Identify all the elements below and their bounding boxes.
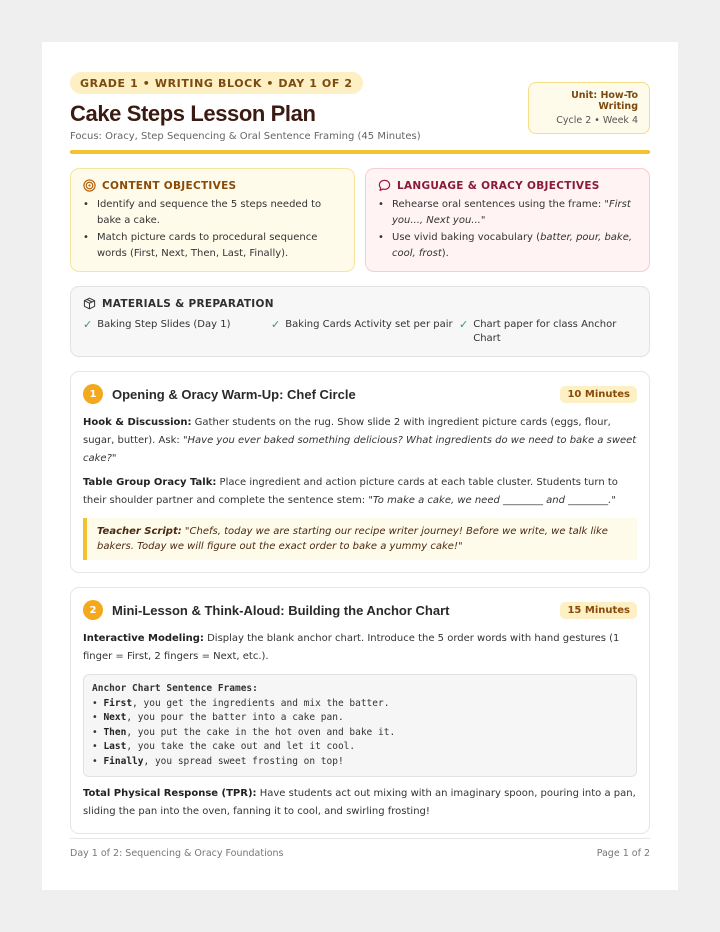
- list-item: • Use vivid baking vocabulary (batter, pour, bake, cool, frost).: [378, 232, 633, 259]
- section-header: [83, 384, 637, 404]
- language-objectives-card: [365, 168, 650, 272]
- header-rule: [70, 150, 650, 154]
- check-icon: ✓: [271, 318, 281, 331]
- unit-box: [528, 82, 650, 134]
- check-icon: ✓: [83, 318, 93, 331]
- section-opening: [70, 371, 650, 573]
- section-title: Opening & Oracy Warm-Up: Chef Circle: [112, 386, 356, 402]
- list-item: • Rehearse oral sentences using the frame: "First you..., Next you...": [378, 199, 631, 226]
- materials-title: MATERIALS & PREPARATION: [102, 297, 274, 310]
- material-item: ✓ Chart paper for class Anchor Chart: [459, 318, 617, 344]
- language-objectives-title: LANGUAGE & ORACY OBJECTIVES: [397, 179, 600, 192]
- modeling-paragraph: Interactive Modeling: Display the blank anchor chart. Introduce the 5 order words with hand gestures (1 finger = First, 2 fingers = Next, etc.).: [83, 633, 620, 662]
- time-badge: 10 Minutes: [560, 386, 637, 403]
- focus-line: Focus: Oracy, Step Sequencing & Oral Sentence Framing (45 Minutes): [70, 131, 421, 142]
- frame-line: • First, you get the ingredients and mix the batter.: [92, 697, 390, 709]
- section-mini-lesson: [70, 587, 650, 834]
- list-item: • Match picture cards to procedural sequence words (First, Next, Then, Last, Finally).: [83, 232, 318, 259]
- footer-left: Day 1 of 2: Sequencing & Oracy Foundations: [70, 848, 284, 859]
- frame-line: • Last, you take the cake out and let it cool.: [92, 741, 356, 752]
- page-title: Cake Steps Lesson Plan: [70, 101, 316, 126]
- frame-line: • Then, you put the cake in the hot oven and bake it.: [92, 726, 396, 738]
- page-number: Page 1 of 2: [596, 848, 650, 859]
- sentence-frames-box: [83, 674, 637, 777]
- sentence-frames-heading: Anchor Chart Sentence Frames:: [92, 683, 258, 694]
- footer: [70, 838, 650, 859]
- section-header: [83, 600, 637, 620]
- materials-list: [83, 318, 637, 346]
- hook-paragraph: Hook & Discussion: Gather students on the rug. Show slide 2 with ingredient picture cards (eggs, flour, sugar, butter). Ask: "Have you ever baked something delicious? What ingredients do we need to bake a sweet cake?": [83, 417, 637, 464]
- objectives-row: [70, 168, 650, 272]
- tpr-paragraph: Total Physical Response (TPR): Have students act out mixing with an imaginary spoon, pouring into a pan, sliding the pan into the oven, fanning it to cool, and swirling frosting!: [83, 788, 636, 817]
- time-badge: 15 Minutes: [560, 602, 637, 619]
- content-objectives-title: CONTENT OBJECTIVES: [102, 179, 237, 192]
- materials-heading: [83, 297, 637, 310]
- content-objectives-card: [70, 168, 355, 272]
- frame-line: • Next, you pour the batter into a cake pan.: [92, 712, 344, 723]
- materials-card: [70, 286, 650, 357]
- section-number-badge: 2: [83, 600, 103, 620]
- content-objectives-list: [83, 197, 342, 262]
- list-item: • Identify and sequence the 5 steps needed to bake a cake.: [83, 199, 322, 226]
- material-item: ✓ Baking Step Slides (Day 1): [83, 318, 271, 346]
- section-title: Mini-Lesson & Think-Aloud: Building the Anchor Chart: [112, 602, 450, 618]
- teacher-script: Teacher Script: "Chefs, today we are starting our recipe writer journey! Before we write, we talk like bakers. Today we will figure out the exact order to bake a yummy cake!": [83, 518, 637, 560]
- lesson-plan-page: [42, 42, 678, 890]
- grade-pill: GRADE 1 • WRITING BLOCK • DAY 1 OF 2: [70, 72, 363, 94]
- box-icon: [83, 297, 96, 310]
- section-number-badge: 1: [83, 384, 103, 404]
- header: [70, 72, 650, 182]
- frame-line: • Finally, you spread sweet frosting on top!: [92, 755, 344, 767]
- unit-cycle: Cycle 2 • Week 4: [556, 115, 638, 126]
- language-objectives-list: [378, 197, 637, 262]
- check-icon: ✓: [459, 318, 469, 331]
- material-item: ✓ Baking Cards Activity set per pair: [271, 318, 459, 346]
- table-talk-paragraph: Table Group Oracy Talk: Place ingredient and action picture cards at each table cluster. Students turn to their shoulder partner and complete the sentence stem: "To make a cake, we need ________ and ________.": [83, 477, 618, 506]
- unit-title: Unit: How-To Writing: [571, 90, 638, 112]
